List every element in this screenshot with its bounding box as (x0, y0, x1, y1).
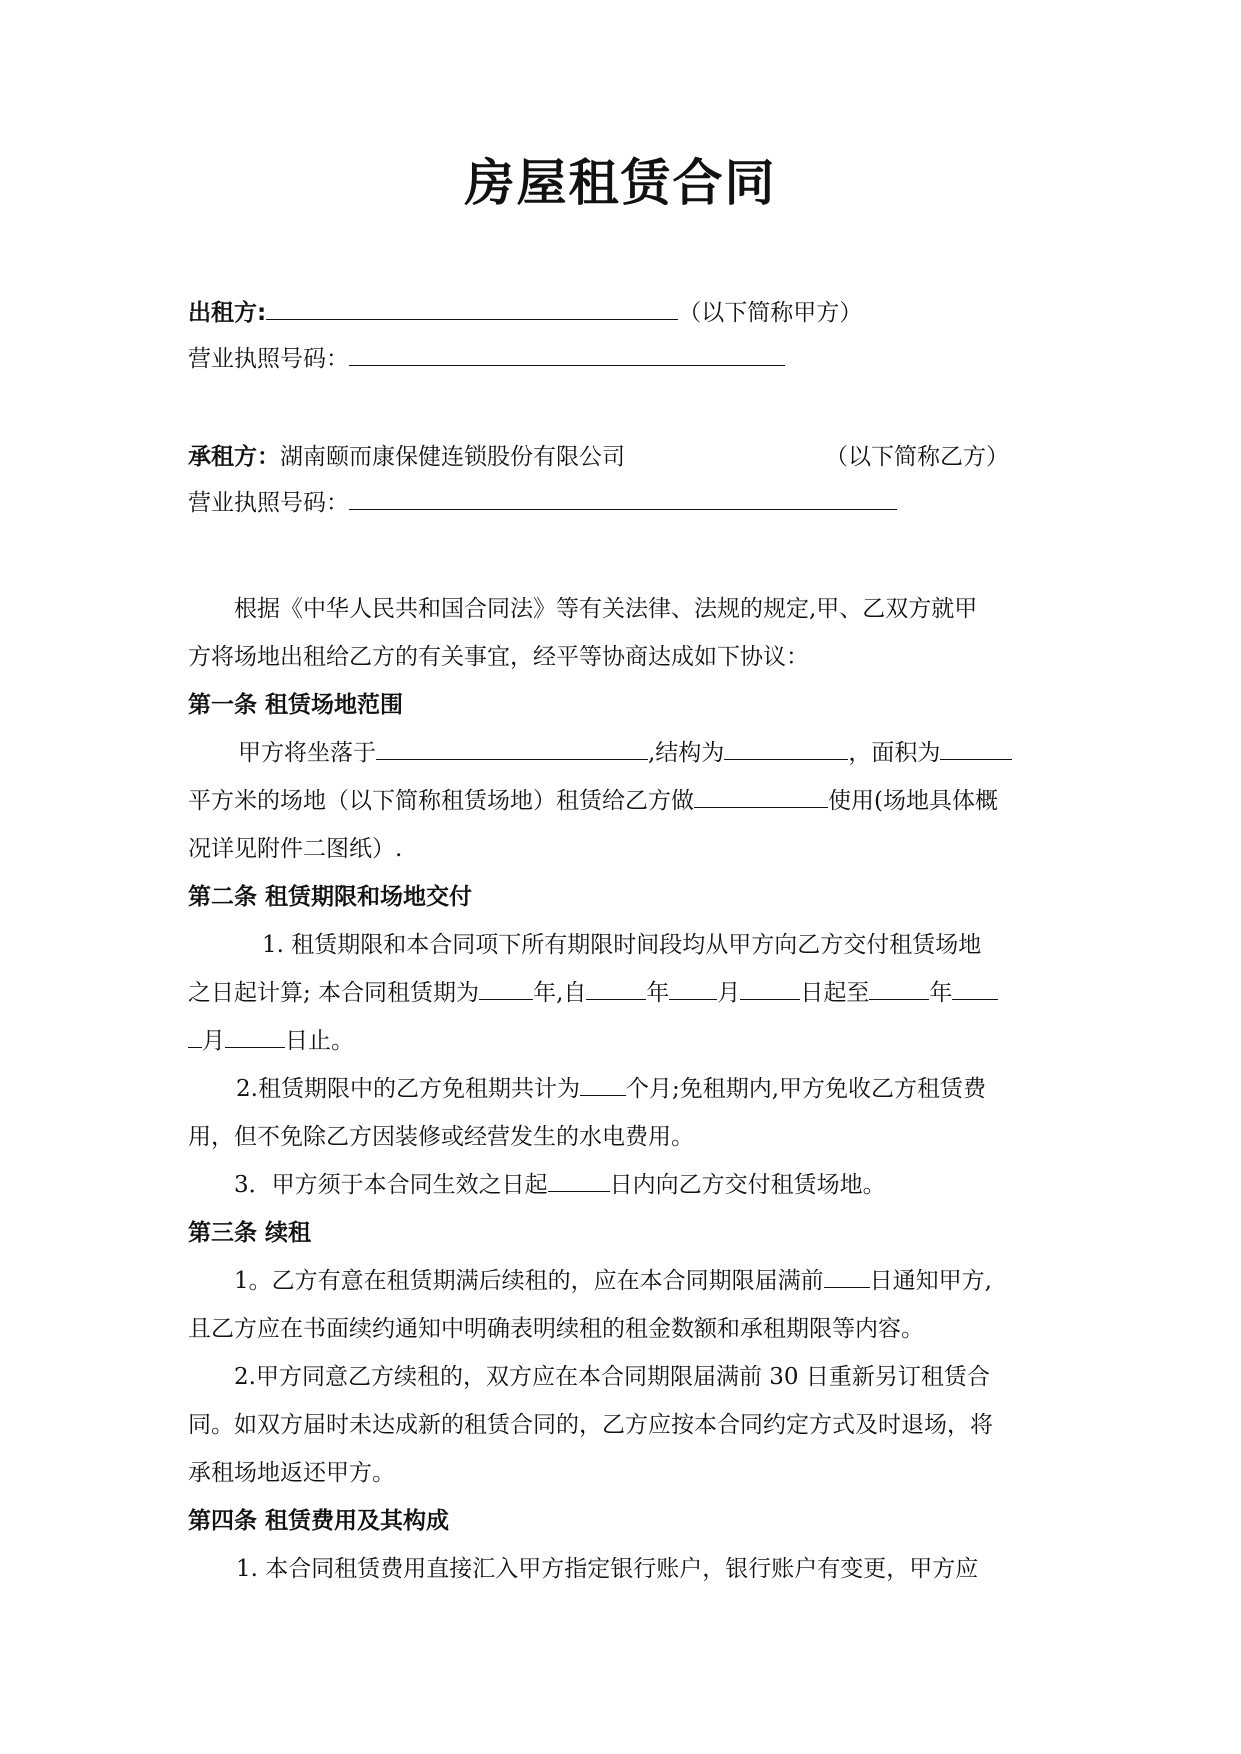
end-day-blank[interactable] (225, 1025, 285, 1048)
term-years-blank[interactable] (479, 977, 533, 1000)
article2-text: 3．甲方须于本合同生效之日起 (234, 1172, 548, 1198)
article1-line (188, 784, 998, 818)
free-months-blank[interactable] (580, 1073, 626, 1096)
article-heading: 第四条 租赁费用及其构成 (188, 1508, 450, 1534)
article-heading: 第三条 续租 (188, 1220, 312, 1246)
article2-line: 1. 租赁期限和本合同项下所有期限时间段均从甲方向乙方交付租赁场地 (262, 932, 982, 958)
article3-line: 且乙方应在书面续约通知中明确表明续租的租金数额和承租期限等内容。 (188, 1316, 924, 1342)
article2-text: 2.租赁期限中的乙方免租期共计为 (236, 1076, 580, 1102)
article3-line: 承租场地返还甲方。 (188, 1460, 395, 1486)
lessor-license-line (188, 342, 785, 376)
article3-text: 1。乙方有意在租赁期满后续租的，应在本合同期限届满前 (234, 1268, 824, 1294)
lessee-label: 承租方： (188, 444, 280, 470)
article2-text: 日起至 (800, 980, 870, 1006)
article-heading: 第二条 租赁期限和场地交付 (188, 884, 473, 910)
delivery-days-blank[interactable] (548, 1169, 610, 1192)
article3-line: 2.甲方同意乙方续租的，双方应在本合同期限届满前 30 日重新另订租赁合 (234, 1364, 990, 1390)
lessor-line (188, 296, 862, 330)
license-label: 营业执照号码： (188, 346, 349, 372)
lessee-note: （以下简称乙方） (825, 444, 1009, 470)
structure-blank[interactable] (724, 737, 848, 760)
lessor-note: （以下简称甲方） (678, 300, 863, 326)
lessee-name: 湖南颐而康保健连锁股份有限公司 (280, 444, 625, 470)
end-month-blank[interactable] (952, 977, 998, 1000)
article1-line (238, 736, 1012, 770)
start-month-blank[interactable] (669, 977, 717, 1000)
article2-line (188, 976, 998, 1010)
lessee-line (188, 440, 1009, 474)
license-label: 营业执照号码： (188, 490, 349, 516)
article1-text: 使用(场地具体概 (828, 788, 998, 814)
article3-line (234, 1264, 992, 1298)
lessor-license-blank[interactable] (349, 343, 785, 366)
location-blank[interactable] (376, 737, 648, 760)
start-day-blank[interactable] (740, 977, 800, 1000)
article3-text: 日通知甲方, (869, 1268, 992, 1294)
start-year-blank[interactable] (586, 977, 646, 1000)
article2-line (236, 1072, 986, 1106)
article2-line (188, 1024, 354, 1058)
article2-text: 年 (929, 980, 953, 1006)
document-title: 房屋租赁合同 (464, 154, 777, 212)
article1-line: 况详见附件二图纸）. (188, 836, 403, 862)
article2-text: 年 (646, 980, 670, 1006)
lessor-name-blank[interactable] (266, 297, 678, 320)
article1-text: ,结构为 (648, 740, 725, 766)
article2-line: 用，但不免除乙方因装修或经营发生的水电费用。 (188, 1124, 694, 1150)
article4-line: 1. 本合同租赁费用直接汇入甲方指定银行账户，银行账户有变更，甲方应 (236, 1556, 979, 1582)
lessor-label: 出租方: (188, 300, 267, 326)
article2-line (234, 1168, 886, 1202)
usage-blank[interactable] (694, 785, 828, 808)
article1-text: 平方米的场地（以下简称租赁场地）租赁给乙方做 (188, 788, 694, 814)
end-year-blank[interactable] (869, 977, 929, 1000)
intro-line: 方将场地出租给乙方的有关事宜，经平等协商达成如下协议： (188, 644, 809, 670)
article2-text: 日止。 (285, 1028, 354, 1054)
intro-line: 根据《中华人民共和国合同法》等有关法律、法规的规定,甲、乙双方就甲 (234, 596, 978, 622)
article2-text: 之日起计算; 本合同租赁期为 (188, 980, 480, 1006)
notice-days-blank[interactable] (824, 1265, 870, 1288)
article2-text: 日内向乙方交付租赁场地。 (609, 1172, 886, 1198)
article2-text: 月 (202, 1028, 225, 1054)
article1-text: ，面积为 (848, 740, 941, 766)
article-heading: 第一条 租赁场地范围 (188, 692, 404, 718)
article1-text: 甲方将坐落于 (238, 740, 376, 766)
article3-line: 同。如双方届时未达成新的租赁合同的，乙方应按本合同约定方式及时退场，将 (188, 1412, 993, 1438)
end-month-blank-cont[interactable] (188, 1025, 202, 1048)
lessee-license-blank[interactable] (349, 487, 897, 510)
area-blank[interactable] (940, 737, 1012, 760)
lessee-license-line (188, 486, 897, 520)
article2-text: 月 (717, 980, 741, 1006)
article2-text: 年,自 (533, 980, 587, 1006)
article2-text: 个月;免租期内,甲方免收乙方租赁费 (625, 1076, 987, 1102)
